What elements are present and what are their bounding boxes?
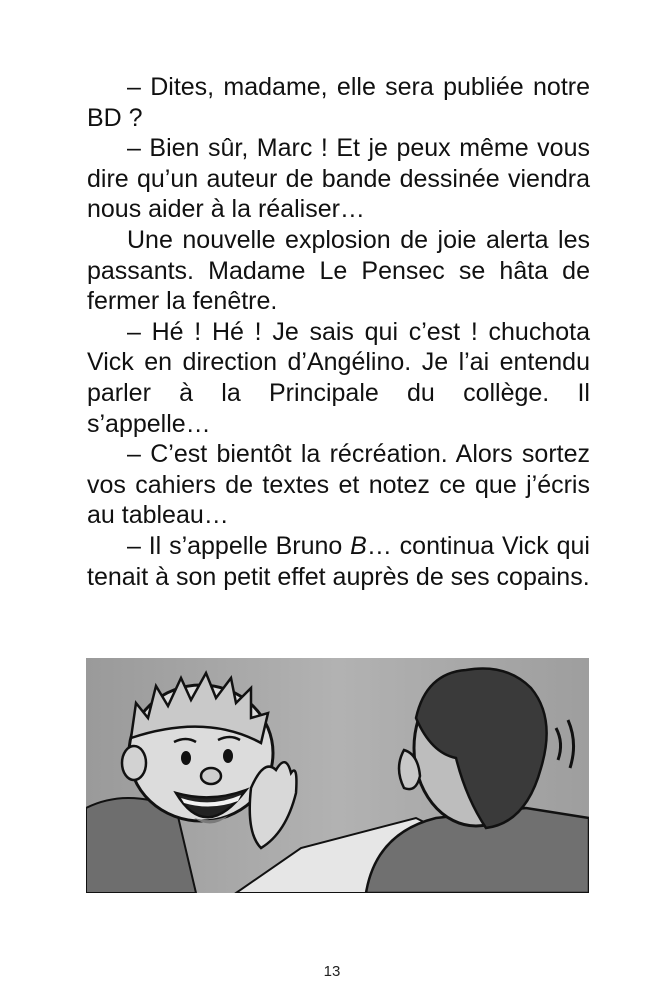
comic-illustration [86,658,589,893]
comic-panel-drawing [86,658,589,893]
paragraph: – Hé ! Hé ! Je sais qui c’est ! chuchota Vick en direction d’Angélino. Je l’ai entendu parler à la Principale du collège. Il s’appelle… [87,317,590,438]
paragraph-text: – Il s’appelle Bruno [127,531,351,560]
paragraph: – C’est bientôt la récréation. Alors sortez vos cahiers de textes et notez ce que j’écris au tableau… [87,440,590,530]
page-number: 13 [323,963,341,980]
paragraph: – Bien sûr, Marc ! Et je peux même vous dire qu’un auteur de bande dessinée viendra nous aider à la réaliser… [87,134,590,224]
body-text [87,72,590,592]
paragraph [87,531,590,592]
paragraph-italic: B [350,531,367,560]
paragraph: Une nouvelle explosion de joie alerta les passants. Madame Le Pensec se hâta de fermer la fenêtre. [87,225,590,316]
paragraph-text: … continua Vick qui tenait à son petit effet auprès de ses copains. [87,531,590,591]
paragraph: – Dites, madame, elle sera publiée notre BD ? [87,73,590,132]
